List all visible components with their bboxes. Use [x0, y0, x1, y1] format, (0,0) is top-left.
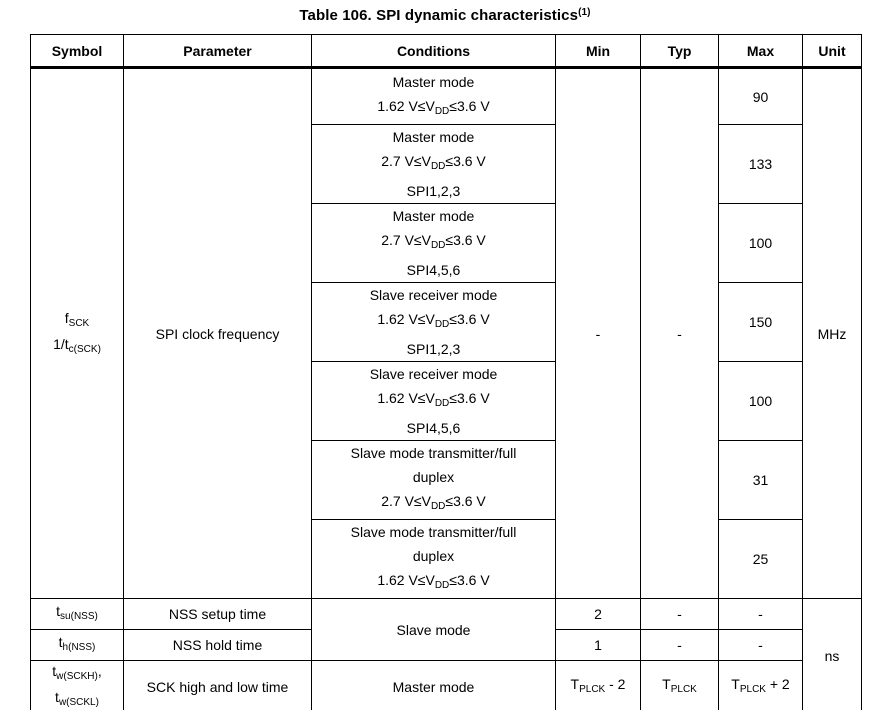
max-fsck-3-cell: 100 — [719, 204, 803, 283]
unit-ns-cell: ns — [803, 599, 862, 710]
conditions-slave-tx-2v7-cell: Slave mode transmitter/full duplex 2.7 $V\le V_{DD}\le 3.6$ V — [312, 441, 556, 520]
symbol-tw-sck-cell: $t_{w(SCKH)}$, $t_{w(SCKL)}$ — [31, 661, 124, 710]
max-fsck-6-cell: 31 — [719, 441, 803, 520]
conditions-slave-mode-cell: Slave mode — [312, 599, 556, 661]
conditions-slave-rx-spi123-cell: Slave receiver mode 1.62 $V\le V_{DD}\le 3.6$ V SPI1,2,3 — [312, 283, 556, 362]
header-symbol: Symbol — [31, 35, 124, 68]
typ-tsu-cell: - — [641, 599, 719, 630]
max-th-cell: - — [719, 630, 803, 661]
min-th-cell: 1 — [556, 630, 641, 661]
max-tw-cell: $T_{PLCK} + 2$ — [719, 661, 803, 710]
max-fsck-7-cell: 25 — [719, 520, 803, 599]
min-tsu-cell: 2 — [556, 599, 641, 630]
unit-mhz-cell: MHz — [803, 68, 862, 599]
typ-tw-cell: $T_{PLCK}$ — [641, 661, 719, 710]
conditions-master-2v7-spi456-cell: Master mode 2.7 $V\le V_{DD}\le 3.6$ V SPI4,5,6 — [312, 204, 556, 283]
spi-dynamic-characteristics-table — [30, 34, 862, 710]
header-row — [31, 35, 862, 68]
symbol-tsu-nss-cell: $t_{su(NSS)}$ — [31, 599, 124, 630]
symbol-fsck-cell: $f_{SCK}$ $1/t_{c(SCK)}$ — [31, 68, 124, 599]
parameter-nss-hold-time-cell: NSS hold time — [124, 630, 312, 661]
header-unit: Unit — [803, 35, 862, 68]
max-fsck-5-cell: 100 — [719, 362, 803, 441]
conditions-master-2v7-spi123-cell: Master mode 2.7 $V\le V_{DD}\le 3.6$ V SPI1,2,3 — [312, 125, 556, 204]
row-nss-setup — [31, 599, 862, 630]
symbol-th-nss-cell: $t_{h(NSS)}$ — [31, 630, 124, 661]
max-tsu-cell: - — [719, 599, 803, 630]
header-min: Min — [556, 35, 641, 68]
conditions-slave-rx-spi456-cell: Slave receiver mode 1.62 $V\le V_{DD}\le 3.6$ V SPI4,5,6 — [312, 362, 556, 441]
typ-fsck-cell: - — [641, 68, 719, 599]
max-fsck-4-cell: 150 — [719, 283, 803, 362]
min-fsck-cell: - — [556, 68, 641, 599]
conditions-slave-tx-1v62-cell: Slave mode transmitter/full duplex 1.62 $V\le V_{DD}\le 3.6$ V — [312, 520, 556, 599]
parameter-nss-setup-time-cell: NSS setup time — [124, 599, 312, 630]
max-fsck-1-cell: 90 — [719, 68, 803, 125]
conditions-master-mode-cell: Master mode — [312, 661, 556, 710]
parameter-spi-clock-frequency-cell: SPI clock frequency — [124, 68, 312, 599]
parameter-sck-high-low-cell: SCK high and low time — [124, 661, 312, 710]
table-title: Table 106. SPI dynamic characteristics$^{(1)}$ — [299, 7, 591, 24]
row-sck-high-low — [31, 661, 862, 710]
max-fsck-2-cell: 133 — [719, 125, 803, 204]
header-max: Max — [719, 35, 803, 68]
header-parameter: Parameter — [124, 35, 312, 68]
header-conditions: Conditions — [312, 35, 556, 68]
header-typ: Typ — [641, 35, 719, 68]
min-tw-cell: $T_{PLCK} - 2$ — [556, 661, 641, 710]
row-fsck-1 — [31, 68, 862, 125]
typ-th-cell: - — [641, 630, 719, 661]
conditions-master-1v62-cell: Master mode 1.62 $V\le V_{DD}\le 3.6$ V — [312, 68, 556, 125]
